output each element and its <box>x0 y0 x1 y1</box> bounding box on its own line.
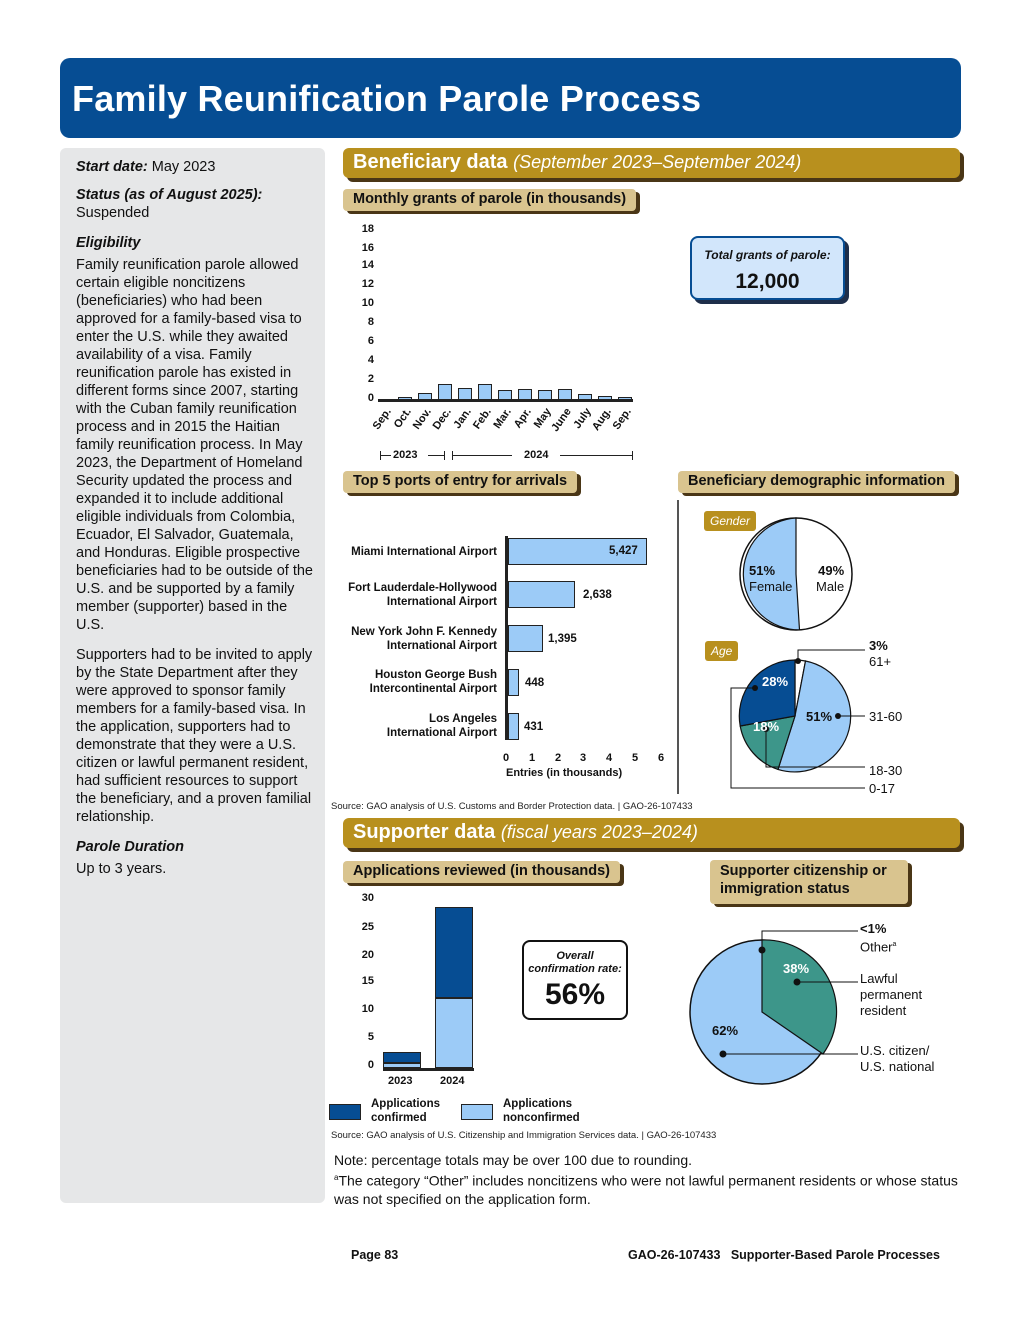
status-value: Suspended <box>76 205 150 221</box>
x-tick: 1 <box>529 752 536 764</box>
port-bar-los-angeles <box>508 713 519 740</box>
y-tick: 12 <box>361 278 374 290</box>
legend-confirmed-swatch <box>329 1104 361 1120</box>
report-identifier: GAO-26-107433 Supporter-Based Parole Processes <box>628 1248 940 1262</box>
bar-2024-confirmed <box>435 907 473 998</box>
start-date-label: Start date: <box>76 159 148 175</box>
y-tick: 16 <box>361 242 374 254</box>
duration-value: Up to 3 years. <box>76 861 167 877</box>
bar-2024-nonconfirmed <box>435 998 473 1068</box>
supporter-section-subtitle: (fiscal years 2023–2024) <box>500 822 698 842</box>
supporter-status-title: Supporter citizenship or immigration status <box>710 860 908 904</box>
x-axis-line <box>378 399 633 402</box>
age-18-30-pct: 18% <box>753 719 780 734</box>
month-label: May <box>531 406 554 431</box>
start-date <box>76 158 313 176</box>
x-tick: 2 <box>555 752 562 764</box>
ports-x-axis-label: Entries (in thousands) <box>506 767 623 779</box>
duration-heading: Parole Duration <box>76 839 184 855</box>
month-label: Aug. <box>589 406 614 433</box>
total-grants-box <box>690 236 845 300</box>
y-tick: 14 <box>361 259 374 271</box>
y-tick: 6 <box>367 335 374 347</box>
port-label: New York John F. Kennedy International Airport <box>351 626 497 652</box>
total-grants-value: 12,000 <box>735 270 800 293</box>
port-bar-fort-lauderdale <box>508 581 575 608</box>
title-banner <box>60 58 961 138</box>
sidebar-panel <box>60 148 325 1203</box>
port-label: Fort Lauderdale-Hollywood International Airport <box>348 582 497 608</box>
demographics-title: Beneficiary demographic information <box>678 471 955 493</box>
ports-title: Top 5 ports of entry for arrivals <box>343 471 577 493</box>
eligibility-heading: Eligibility <box>76 235 141 251</box>
year-bracket-tick <box>632 451 633 460</box>
month-label: Dec. <box>430 406 454 432</box>
confirmation-rate-label: Overall confirmation rate: <box>528 950 622 975</box>
y-tick: 5 <box>367 1031 374 1043</box>
notes <box>334 1151 964 1208</box>
port-bar-jfk <box>508 625 543 652</box>
month-label: Nov. <box>410 406 434 432</box>
y-tick: 10 <box>361 1003 374 1015</box>
page-title: Family Reunification Parole Process <box>72 78 702 119</box>
port-value: 5,427 <box>609 545 638 557</box>
beneficiary-section-header <box>343 148 960 178</box>
beneficiary-section-subtitle: (September 2023–September 2024) <box>513 152 802 172</box>
legend-nonconfirmed-swatch <box>461 1104 493 1120</box>
beneficiary-section-title: Beneficiary data <box>353 151 508 173</box>
bar-dec-2023 <box>438 384 452 400</box>
y-tick: 30 <box>361 892 374 904</box>
age-0-17-label: 0-17 <box>869 781 896 796</box>
year-bracket-tick <box>444 451 445 460</box>
y-tick: 15 <box>361 975 374 987</box>
y-tick: 10 <box>361 297 374 309</box>
note-other-definition: $^a$The category “Other” includes noncitizens who were not lawful permanent residents or whose status was not specified on the application form. <box>334 1172 958 1207</box>
bar-2023-confirmed <box>383 1052 421 1063</box>
month-label: Oct. <box>391 406 414 431</box>
month-label: Apr. <box>511 406 534 431</box>
year-2024-label: 2024 <box>524 449 549 461</box>
other-label: <1% Other$^a$ <box>860 921 897 955</box>
female-label: 51% Female <box>749 563 793 594</box>
status-label: Status (as of August 2025): <box>76 187 263 203</box>
eligibility-paragraph-2: Supporters had to be invited to apply by the State Department after they were approved to sponsor family members for a family-based visa. In the application, supporters had to demonstrate that they were a U.S. citizen or lawful permanent resident, had sufficient resources to support the beneficiary, and a proven familial relationship. <box>76 647 313 825</box>
age-tag: Age <box>705 641 738 661</box>
gender-tag: Gender <box>704 511 756 531</box>
y-tick: 18 <box>361 223 374 235</box>
y-tick: 20 <box>361 949 374 961</box>
supporter-section-title: Supporter data <box>353 821 496 843</box>
status <box>76 186 313 222</box>
legend-nonconfirmed-label: Applications nonconfirmed <box>503 1098 580 1124</box>
month-label: Sep. <box>610 406 634 432</box>
note-rounding: Note: percentage totals may be over 100 due to rounding. <box>334 1152 693 1168</box>
lpr-label: Lawful permanent resident <box>860 971 923 1018</box>
confirmation-rate-value: 56% <box>544 978 606 1011</box>
applications-title: Applications reviewed (in thousands) <box>343 861 620 883</box>
year-bracket-line <box>380 455 391 456</box>
age-31-60-pct: 51% <box>806 709 833 724</box>
legend-confirmed-label: Applications confirmed <box>371 1098 441 1124</box>
x-tick-2024: 2024 <box>440 1075 465 1087</box>
age-61-label: 3% 61+ <box>869 638 892 669</box>
x-tick-2023: 2023 <box>388 1075 413 1087</box>
year-bracket-line <box>452 455 512 456</box>
y-tick: 8 <box>367 316 374 328</box>
age-0-17-pct: 28% <box>762 674 789 689</box>
month-label: Jan. <box>451 406 474 431</box>
supporter-source: Source: GAO analysis of U.S. Citizenship and Immigration Services data. | GAO-26-107433 <box>331 1130 717 1141</box>
confirmation-rate-box <box>522 940 628 1020</box>
usc-pct: 62% <box>712 1023 739 1038</box>
lpr-pct: 38% <box>783 961 810 976</box>
month-label: Feb. <box>471 406 494 432</box>
y-tick: 0 <box>367 392 374 404</box>
month-label: June <box>549 406 574 434</box>
port-value: 431 <box>524 721 544 733</box>
y-tick: 2 <box>367 373 374 385</box>
month-label: Mar. <box>491 406 514 431</box>
year-bracket-line <box>560 455 633 456</box>
port-value: 2,638 <box>583 589 612 601</box>
beneficiary-source: Source: GAO analysis of U.S. Customs and Border Protection data. | GAO-26-107433 <box>331 801 693 812</box>
supporter-status-pie-chart <box>688 928 888 1088</box>
usc-label: U.S. citizen/ U.S. national <box>860 1043 935 1074</box>
age-31-60-label: 31-60 <box>869 709 903 724</box>
port-label: Miami International Airport <box>351 546 497 558</box>
port-label: Houston George Bush Intercontinental Airport <box>369 669 497 695</box>
monthly-grants-title: Monthly grants of parole (in thousands) <box>343 189 636 211</box>
x-tick: 4 <box>606 752 613 764</box>
port-value: 448 <box>525 677 545 689</box>
x-tick: 6 <box>658 752 665 764</box>
year-bracket-tick <box>380 451 381 460</box>
total-grants-label: Total grants of parole: <box>704 248 831 262</box>
section-divider <box>677 500 679 794</box>
port-value: 1,395 <box>548 633 577 645</box>
year-2023-label: 2023 <box>393 449 418 461</box>
age-18-30-label: 18-30 <box>869 763 903 778</box>
x-tick: 0 <box>503 752 510 764</box>
y-tick: 25 <box>361 921 374 933</box>
eligibility-paragraph-1: Family reunification parole allowed certain eligible noncitizens (beneficiaries) who had been approved for a family-based visa to enter the U.S. while they awaited availability of a visa. Family reunification parole has existed in different forms since 2007, starting with the Cuban family reunification process and in 2015 the Haitian family reunification process. In May 2023, the Department of Homeland Security updated the process and expanded it to include additional eligible individuals from Colombia, Ecuador, El Salvador, Guatemala, and Honduras. Eligible prospective beneficiaries had to be outside of the U.S. and be supported by a family member (supporter) based in the U.S. <box>76 257 313 633</box>
bar-feb-2024 <box>478 384 492 400</box>
month-label: Sep. <box>370 406 394 432</box>
port-bar-houston <box>508 669 519 696</box>
x-axis-line <box>383 1068 474 1071</box>
y-tick: 0 <box>367 1059 374 1071</box>
y-tick: 4 <box>367 354 374 366</box>
male-label: 49% Male <box>816 563 845 594</box>
year-bracket-line <box>428 455 444 456</box>
page-number: Page 83 <box>351 1248 399 1262</box>
port-label: Los Angeles International Airport <box>386 713 497 739</box>
x-tick: 5 <box>632 752 639 764</box>
x-tick: 3 <box>580 752 587 764</box>
month-label: July <box>571 406 594 431</box>
start-date-value: May 2023 <box>147 159 216 175</box>
supporter-section-header <box>343 818 960 848</box>
